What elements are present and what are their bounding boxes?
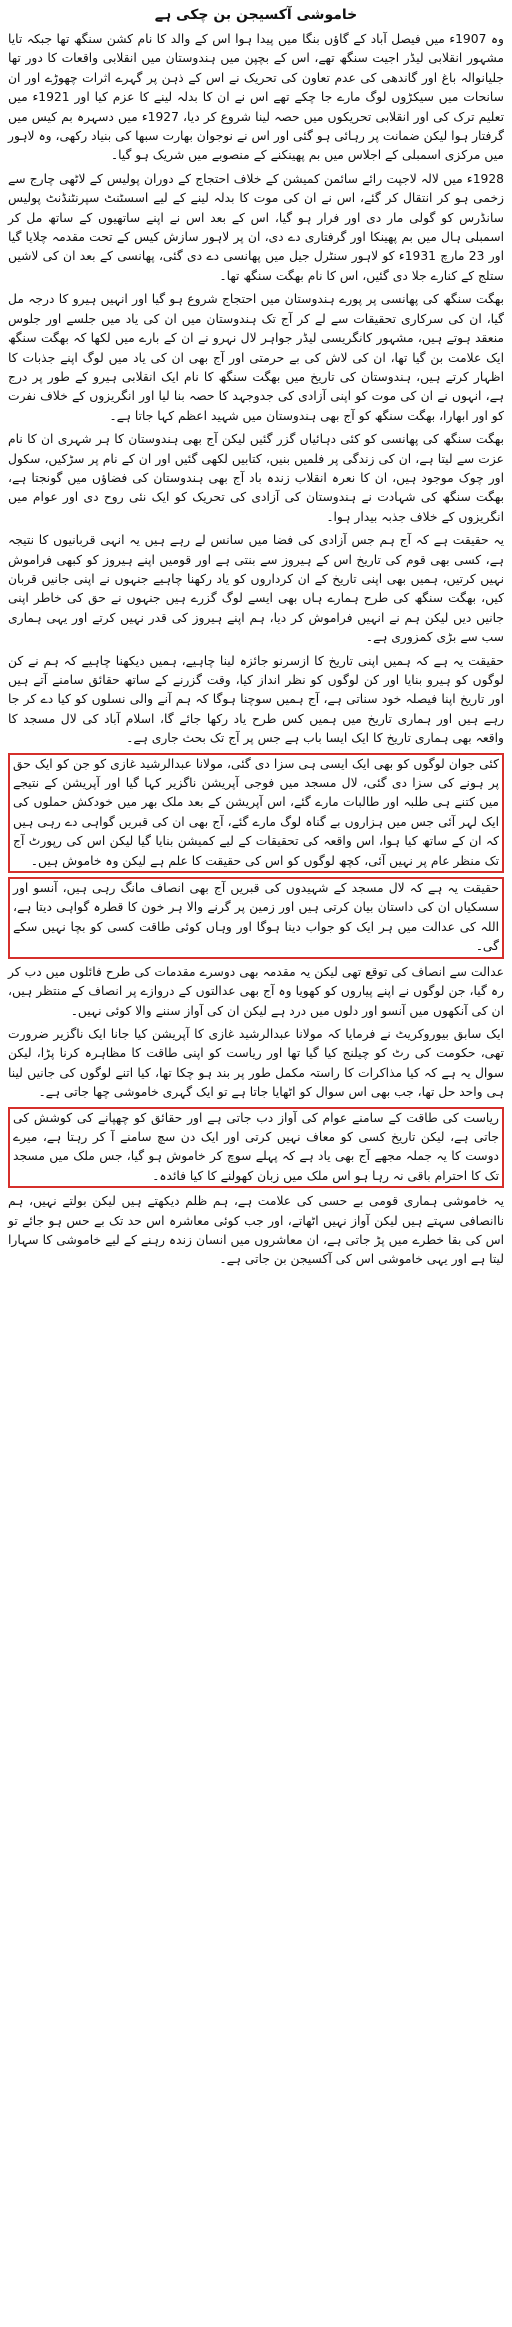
article-title: خاموشی آکسیجن بن چکی ہے bbox=[154, 7, 358, 23]
article-paragraph: بھگت سنگھ کی پھانسی پر پورے ہندوستان میں احتجاج شروع ہو گیا اور انہیں ہیرو کا درجہ مل گیا، ان کی سرکاری تحقیقات سے لے کر آج تک ہندوستان میں ان کی یاد میں جلسے اور جلوس منعقد ہوتے ہیں، مشہور کانگریسی لیڈر جواہر لال نہرو نے ان کے بارے میں لکھا کہ بھگت سنگھ ایک علامت بن گیا تھا، ان کی لاش کی بے حرمتی اور آج بھی ان کی یاد میں لوگ اپنے جذبات کا اظہار کرتے ہیں، ہندوستان کی تاریخ میں بھگت سنگھ کا نام ایک انقلابی ہیرو کے طور پر درج ہے، انہوں نے ان کی موت کو اپنی آزادی کی جدوجہد کا حصہ بنا لیا اور انگریزوں کے خلاف نفرت کو اور ابھارا، بھگت سنگھ کو آج بھی ہندوستان میں شہید اعظم کہا جاتا ہے۔ bbox=[8, 292, 504, 423]
article-paragraph: 1928ء میں لالہ لاجپت رائے سائمن کمیشن کے خلاف احتجاج کے دوران پولیس کے لاٹھی چارج سے زخمی ہو کر انتقال کر گئے، اس نے ان کی موت کا بدلہ لینے کے لیے اسسٹنٹ سپرنٹنڈنٹ پولیس سانڈرس کو گولی مار دی اور فرار ہو گیا، اس کے بعد اس نے اپنے ساتھیوں کے ساتھ مل کر اسمبلی ہال میں بم پھینکا اور گرفتاری دے دی، ان پر لاہور سازش کیس کے تحت مقدمہ چلایا گیا اور 23 مارچ 1931ء کو لاہور سنٹرل جیل میں پھانسی دے دی گئی، پھانسی کے بعد ان کی لاشیں ستلج کے کنارے جلا دی گئیں، اس کا نام بھگت سنگھ تھا۔ bbox=[8, 171, 504, 283]
highlighted-paragraph: ریاست کی طاقت کے سامنے عوام کی آواز دب جاتی ہے اور حقائق کو چھپانے کی کوشش کی جاتی ہے، لیکن تاریخ کسی کو معاف نہیں کرتی اور ایک دن سچ سامنے آ کر رہتا ہے، میرے دوست کا یہ جملہ مجھے آج بھی یاد ہے کہ پہلے سوچ کر خاموش ہو گیا، جس ملک میں مسجد تک کا احترام باقی نہ رہا ہو اس ملک میں زبان کھولنے کا کیا فائدہ۔ bbox=[8, 1107, 504, 1189]
article-paragraph: حقیقت یہ ہے کہ ہمیں اپنی تاریخ کا ازسرنو جائزہ لینا چاہیے، ہمیں دیکھنا چاہیے کہ ہم نے کن لوگوں کو ہیرو بنایا اور کن لوگوں کو نظر انداز کیا، وقت گزرنے کے ساتھ حقائق سامنے آتے ہیں اور تاریخ اپنا فیصلہ خود سناتی ہے، آج ہمیں سوچنا ہوگا کہ ہم آنے والی نسلوں کو کیا دے کر جا رہے ہیں اور ہماری تاریخ میں ہمیں کس طرح یاد رکھا جائے گا، اسلام آباد کی لال مسجد کا واقعہ بھی ہماری تاریخ کا ایک ایسا باب ہے جس پر آج تک بحث جاری ہے۔ bbox=[8, 653, 504, 746]
article-body bbox=[8, 30, 504, 1270]
article-paragraph: یہ خاموشی ہماری قومی بے حسی کی علامت ہے، ہم ظلم دیکھتے ہیں لیکن بولتے نہیں، ہم ناانصافی سہتے ہیں لیکن آواز نہیں اٹھاتے، اور جب کوئی معاشرہ اس حد تک بے حس ہو جائے تو اس کی بقا خطرے میں پڑ جاتی ہے، ان معاشروں میں انسان زندہ رہنے کے لیے خاموشی کا سہارا لیتا ہے اور یہی خاموشی اس کی آکسیجن بن جاتی ہے۔ bbox=[8, 1194, 504, 1267]
highlighted-paragraph: حقیقت یہ ہے کہ لال مسجد کے شہیدوں کی قبریں آج بھی انصاف مانگ رہی ہیں، آنسو اور سسکیاں ان کی داستان بیان کرتی ہیں اور زمین پر گرنے والا ہر خون کا قطرہ گواہی دیتا ہے، اللہ کی عدالت میں ہر ایک کو جواب دینا ہوگا اور وہاں کوئی طاقت کسی کو بچا نہیں سکے گی۔ bbox=[8, 877, 504, 959]
article-paragraph: ایک سابق بیوروکریٹ نے فرمایا کہ مولانا عبدالرشید غازی کا آپریشن کیا جانا ایک ناگزیر ضرورت تھی، حکومت کی رٹ کو چیلنج کیا گیا تھا اور ریاست کو اپنی طاقت کا مظاہرہ کرنا پڑا، لیکن سوال یہ ہے کہ کیا مذاکرات کا راستہ مکمل طور پر بند ہو چکا تھا، کیا اتنے لوگوں کی جانیں لینا ہی واحد حل تھا، جب بھی اس سوال کو اٹھایا جاتا ہے تو ایک گہری خاموشی چھا جاتی ہے۔ bbox=[8, 1026, 504, 1100]
article-paragraph: وہ 1907ء میں فیصل آباد کے گاؤں بنگا میں پیدا ہوا اس کے والد کا نام کشن سنگھ تھا جبکہ تایا مشہور انقلابی لیڈر اجیت سنگھ تھے، اس کے بچپن میں ہندوستان میں انقلابی واقعات کا دور تھا جلیانوالہ باغ اور گاندھی کی عدم تعاون کی تحریک نے اس کے ذہن پر گہرے اثرات چھوڑے اور ان سانحات میں سیکڑوں لوگ مارے جا چکے تھے اس نے ان کا بدلہ لینے کا عزم کیا اور 1921ء میں تعلیم ترک کی اور انقلابی تحریکوں میں حصہ لینا شروع کر دیا، 1927ء میں دسہرہ بم کیس میں گرفتار ہوا لیکن ضمانت پر رہائی ہو گئی اور اس نے نوجوان بھارت سبھا کی بنیاد رکھی، وہ لاہور میں مرکزی اسمبلی کے اجلاس میں بم پھینکنے کے منصوبے میں شریک ہو گیا۔ bbox=[8, 32, 504, 163]
article-paragraph: بھگت سنگھ کی پھانسی کو کئی دہائیاں گزر گئیں لیکن آج بھی ہندوستان کا ہر شہری ان کا نام عزت سے لیتا ہے، ان کی زندگی پر فلمیں بنیں، کتابیں لکھی گئیں اور ان کے نام پر سڑکیں، سکول اور چوک موجود ہیں، ان کا نعرہ انقلاب زندہ باد آج بھی ہندوستان کی فضاؤں میں گونجتا ہے، بھگت سنگھ کی شہادت نے ہندوستان کی آزادی کی تحریک کو ایک نئی روح دی اور عوام میں انگریزوں کے خلاف جذبہ بیدار ہوا۔ bbox=[8, 432, 504, 524]
article-paragraph: عدالت سے انصاف کی توقع تھی لیکن یہ مقدمہ بھی دوسرے مقدمات کی طرح فائلوں میں دب کر رہ گیا، جن لوگوں نے اپنے پیاروں کو کھویا وہ آج بھی عدالتوں کے دروازے پر انصاف کے منتظر ہیں، ان کی آنکھوں میں آنسو اور دلوں میں درد ہے لیکن ان کی آواز سننے والا کوئی نہیں۔ bbox=[8, 964, 504, 1018]
highlighted-paragraph: کئی جوان لوگوں کو بھی ایک ایسی ہی سزا دی گئی، مولانا عبدالرشید غازی کو جن کو ایک حق پر ہونے کی سزا دی گئی، لال مسجد میں فوجی آپریشن ناگزیر کہا گیا اور آپریشن کے نتیجے میں کتنے ہی طلبہ اور طالبات مارے گئے، اس آپریشن کے بعد ملک بھر میں خودکش حملوں کی ایک لہر آئی جس میں ہزاروں بے گناہ لوگ مارے گئے، آج بھی ان کی قبریں گواہی دے رہی ہیں کہ ان کے ساتھ کیا ہوا، اس واقعہ کی تحقیقات کے لیے کمیشن بنایا گیا لیکن اس کی رپورٹ آج تک منظر عام پر نہیں آئی، کچھ لوگوں کو اس کی حقیقت کا علم ہے لیکن وہ خاموش ہیں۔ bbox=[8, 753, 504, 873]
article-paragraph: یہ حقیقت ہے کہ آج ہم جس آزادی کی فضا میں سانس لے رہے ہیں یہ انہی قربانیوں کا نتیجہ ہے، کسی بھی قوم کی تاریخ اس کے ہیروز سے بنتی ہے اور قومیں اپنے ہیروز کو کبھی فراموش نہیں کرتیں، ہمیں بھی اپنی تاریخ کے ان کرداروں کو یاد رکھنا چاہیے جنہوں نے اپنی جانیں قربان کیں، بھگت سنگھ کی طرح ہمارے ہاں بھی ایسے لوگ گزرے ہیں جنہوں نے حق کی خاطر اپنی جانیں دیں لیکن ہم نے انہیں فراموش کر دیا، ہم اپنے ہیروز کی قدر نہیں کرتے اور یہی ہماری سب سے بڑی کمزوری ہے۔ bbox=[8, 533, 504, 645]
